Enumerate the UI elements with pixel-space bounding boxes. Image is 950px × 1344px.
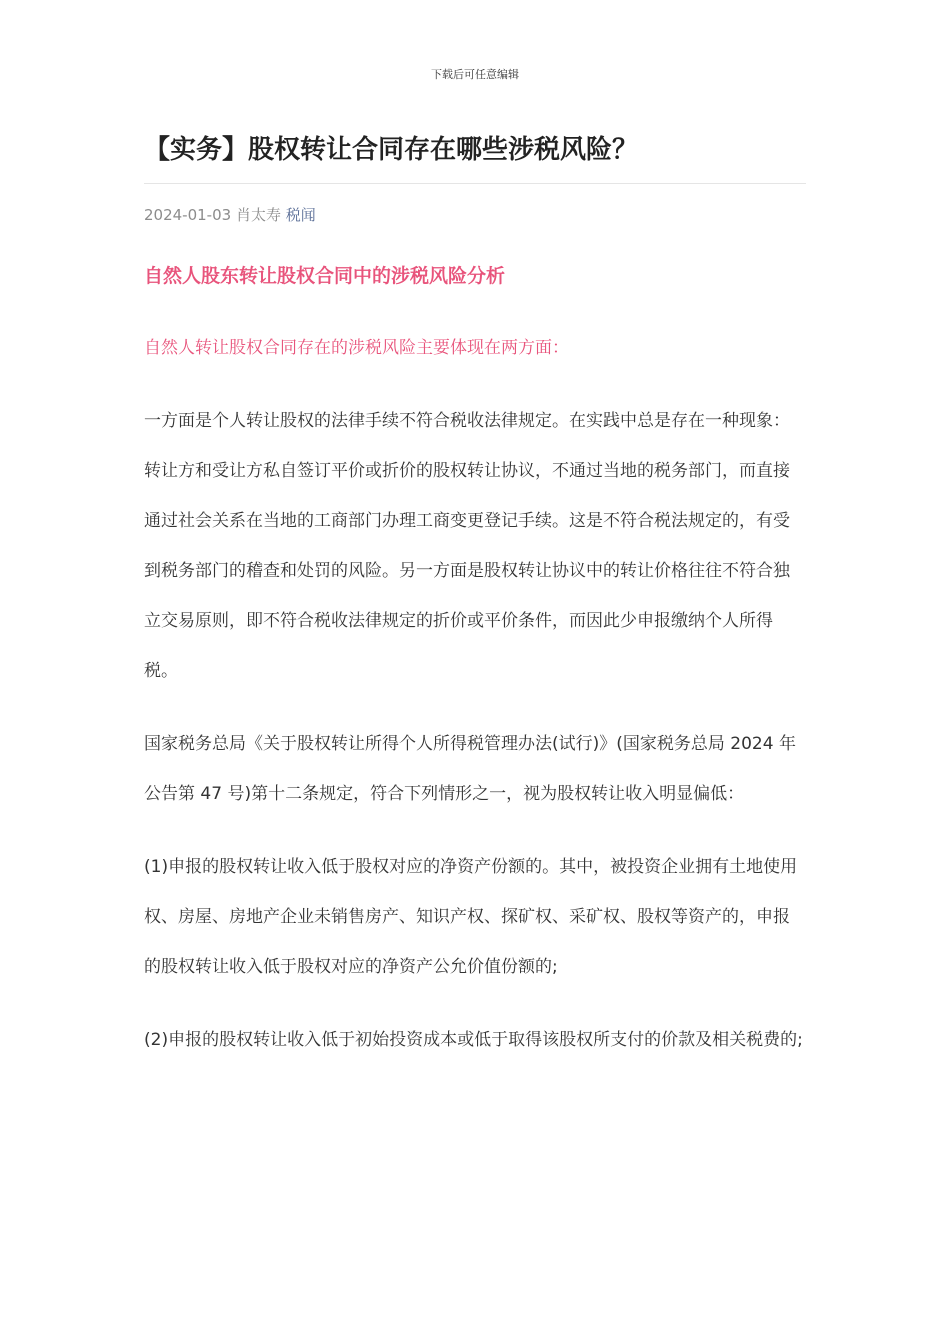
article-title: 【实务】股权转让合同存在哪些涉税风险？ xyxy=(144,130,806,184)
section-title: 自然人股东转让股权合同中的涉税风险分析 xyxy=(144,265,506,287)
page-header: 下载后可任意编辑 xyxy=(431,68,519,81)
intro-text: 自然人转让股权合同存在的涉税风险主要体现在两方面： xyxy=(144,338,569,358)
article-meta xyxy=(144,204,806,226)
article xyxy=(144,130,806,1065)
paragraph: (2)申报的股权转让收入低于初始投资成本或低于取得该股权所支付的价款及相关税费的; xyxy=(144,1030,803,1050)
publish-date: 2024-01-03 xyxy=(144,206,232,224)
paragraph: 一方面是个人转让股权的法律手续不符合税收法律规定。在实践中总是存在一种现象：转让方和受让方私自签订平价或折价的股权转让协议，不通过当地的税务部门，而直接通过社会关系在当地的工商部门办理工商变更登记手续。这是不符合税法规定的，有受到税务部门的稽查和处罚的风险。另一方面是股权转让协议中的转让价格往往不符合独立交易原则，即不符合税收法律规定的折价或平价条件，而因此少申报缴纳个人所得税。 xyxy=(144,411,790,681)
author-name: 肖太寿 xyxy=(235,206,281,224)
source-link[interactable]: 税闻 xyxy=(285,206,316,224)
paragraph: 国家税务总局《关于股权转让所得个人所得税管理办法(试行)》(国家税务总局 2024 年公告第 47 号)第十二条规定，符合下列情形之一，视为股权转让收入明显偏低： xyxy=(144,734,796,804)
paragraph: (1)申报的股权转让收入低于股权对应的净资产份额的。其中，被投资企业拥有土地使用权、房屋、房地产企业未销售房产、知识产权、探矿权、采矿权、股权等资产的，申报的股权转让收入低于股权对应的净资产公允价值份额的; xyxy=(144,857,798,977)
